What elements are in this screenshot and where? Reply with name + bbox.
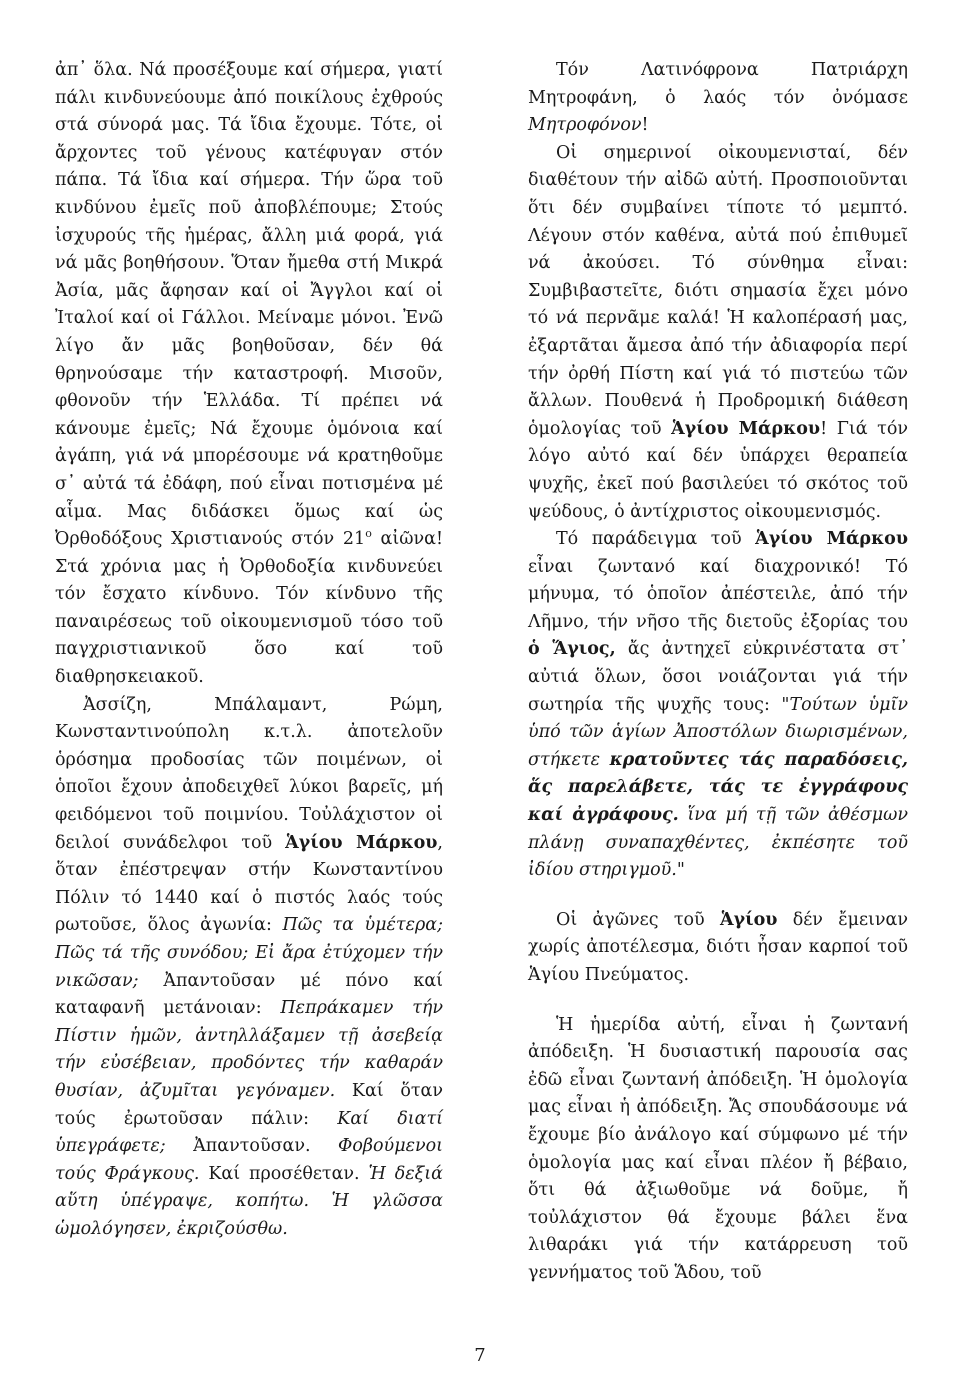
paragraph: Ἀσσίζη, Μπάλαμαντ, Ρώμη, Κωνσταντινούπολη κ.τ.λ. ἀποτελοῦν ὁρόσημα προδοσίας τῶν ποιμένων, οἱ ὁποῖοι ἔχουν ἀποδειχθεῖ λύκοι βαρεῖς, μή φειδόμενοι τοῦ ποιμνίου. Τοὐλάχιστον οἱ δειλοί συνάδελφοι τοῦ Ἁγίου Μάρκου, ὅταν ἐπέστρεψαν στήν Κωνσταντίνου Πόλιν τό 1440 καί ὁ πιστός λαός τούς ρωτοῦσε, ὅλος ἀγωνία: Πῶς τα ὑμέτερα; Πῶς τά τῆς συνόδου; Εἰ ἄρα ἐτύχομεν τήν νικῶσαν; Ἀπαντοῦσαν μέ πόνο καί καταφανῆ μετάνοιαν: Πεπράκαμεν τήν Πίστιν ἡμῶν, ἀντηλλάξαμεν τῇ ἀσεβείᾳ τήν εὐσέβειαν, προδόντες τήν καθαράν θυσίαν, ἀζυμῖται γεγόναμεν. Καί ὅταν τούς ἐρωτοῦσαν πάλιν: Καί διατί ὑπεγράφετε; Ἀπαντοῦσαν. Φοβούμενοι τούς Φράγκους. Καί προσέθεταν. Ἡ δεξιά αὕτη ὑπέγραψε, κοπήτω. Ἡ γλῶσσα ὡμολόγησεν, ἐκριζούσθω. — [55, 694, 443, 1239]
paragraph: Οἱ σημερινοί οἰκουμενισταί, δέν διαθέτουν τήν αἰδῶ αὐτή. Προσποιοῦνται ὅτι δέν συμβαίνει τίποτε τό μεμπτό. Λέγουν στόν καθένα, αὐτά πού ἐπιθυμεῖ νά ἀκούσει. Τό σύνθημα εἶναι: Συμβιβαστεῖτε, διότι σημασία ἔχει μόνο τό νά περνᾶμε καλά! Ἡ καλοπέρασή μας, ἐξαρτᾶται ἄμεσα ἀπό τήν ἀδιαφορία περί τήν ὀρθή Πίστη καί γιά τό πιστεύω τῶν ἄλλων. Πουθενά ἡ Προδρομική διάθεση ὁμολογίας τοῦ Ἁγίου Μάρκου! Γιά τόν λόγο αὐτό καί δέν ὑπάρχει θεραπεία ψυχῆς, ἐκεῖ πού βασιλεύει τό σκότος τοῦ ψεύδους, ὁ ἀντίχριστος οἰκουμενισμός. — [528, 142, 908, 522]
page-number: 7 — [474, 1345, 486, 1366]
left-column — [55, 57, 443, 1244]
paragraph: ἀπ᾽ ὅλα. Νά προσέξουμε καί σήμερα, γιατί πάλι κινδυνεύουμε ἀπό ποικίλους ἐχθρούς στά σύνορά μας. Τά ἴδια ἔχουμε. Τότε, οἱ ἄρχοντες τοῦ γένους κατέφυγαν στόν πάπα. Τά ἴδια καί σήμερα. Τήν ὥρα τοῦ κινδύνου ἐμεῖς ποῦ ἀποβλέπουμε; Στούς ἰσχυρούς τῆς ἡμέρας, ἄλλη μιά φορά, γιά νά μᾶς βοηθήσουν. Ὅταν ἤμεθα στή Μικρά Ἀσία, μᾶς ἄφησαν καί οἱ Ἄγγλοι καί οἱ Ἰταλοί καί οἱ Γάλλοι. Μείναμε μόνοι. Ἐνῶ λίγο ἄν μᾶς βοηθοῦσαν, δέν θά θρηνούσαμε τήν καταστροφή. Μισοῦν, φθονοῦν τήν Ἑλλάδα. Τί πρέπει νά κάνουμε ἐμεῖς; Νά ἔχουμε ὁμόνοια καί ἀγάπη, γιά νά μπορέσουμε νά κρατηθοῦμε σ᾽ αὐτά τά ἐδάφη, πού εἶναι ποτισμένα μέ αἷμα. Μας διδάσκει ὅμως καί ὡς Ὀρθοδόξους Χριστιανούς στόν $21^o$ αἰῶνα! Στά χρόνια μας ἡ Ὀρθοδοξία κινδυνεύει τόν ἔσχατο κίνδυνο. Τόν κίνδυνο τῆς παναιρέσεως τοῦ οἰκουμενισμοῦ τόσο τοῦ παγχριστιανικοῦ ὅσο καί τοῦ διαθρησκειακοῦ. — [55, 60, 443, 688]
paragraph: Οἱ ἀγῶνες τοῦ Ἁγίου δέν ἔμειναν χωρίς ἀποτέλεσμα, διότι ἦσαν καρποί τοῦ Ἁγίου Πνεύματος. — [528, 909, 909, 985]
paragraph: Ἡ ἡμερίδα αὐτή, εἶναι ἡ ζωντανή ἀπόδειξη. Ἡ δυσιαστική παρουσία σας ἐδῶ εἶναι ζωντανή ἀπόδειξη. Ἡ ὁμολογία μας εἶναι ἡ ἀπόδειξη. Ἄς σπουδάσουμε νά ἔχουμε βίο ἀνάλογο καί σύμφωνο μέ τήν ὁμολογία μας καί εἶναι πλέον ἤ βέβαιο, ὅτι θά ἀξιωθοῦμε νά δοῦμε, ἤ τοὐλάχιστον θά ἔχουμε βάλει ἕνα λιθαράκι γιά τήν κατάρρευση τοῦ γεννήματος τοῦ Ἅδου, τοῦ — [528, 1014, 908, 1283]
paragraph: Τόν Λατινόφρονα Πατριάρχη Μητροφάνη, ὁ λαός τόν ὀνόμασε Μητροφόνον! — [528, 60, 908, 136]
right-column — [528, 57, 908, 1288]
spacer — [528, 990, 908, 1012]
spacer — [528, 885, 908, 907]
paragraph: Τό παράδειγμα τοῦ Ἁγίου Μάρκου εἶναι ζωντανό καί διαχρονικό! Τό μήνυμα, τό ὁποῖον ἀπέστειλε, ἀπό τήν Λῆμνο, τήν νῆσο τῆς διετοῦς ἐξορίας του ὁ Ἅγιος, ἄς ἀντηχεῖ εὐκρινέστατα στ᾽ αὐτιά ὅλων, ὅσοι νοιάζονται γιά τήν σωτηρία τῆς ψυχῆς τους: "Τούτων ὑμῖν ὑπό τῶν ἁγίων Ἀποστόλων διωρισμένων, στήκετε κρατοῦντες τάς παραδόσεις, ἅς παρελάβετε, τάς τε ἐγγράφους καί ἀγράφους. ἵνα μή τῇ τῶν ἀθέσμων πλάνῃ συναπαχθέντες, ἐκπέσητε τοῦ ἰδίου στηριγμοῦ." — [528, 529, 908, 881]
